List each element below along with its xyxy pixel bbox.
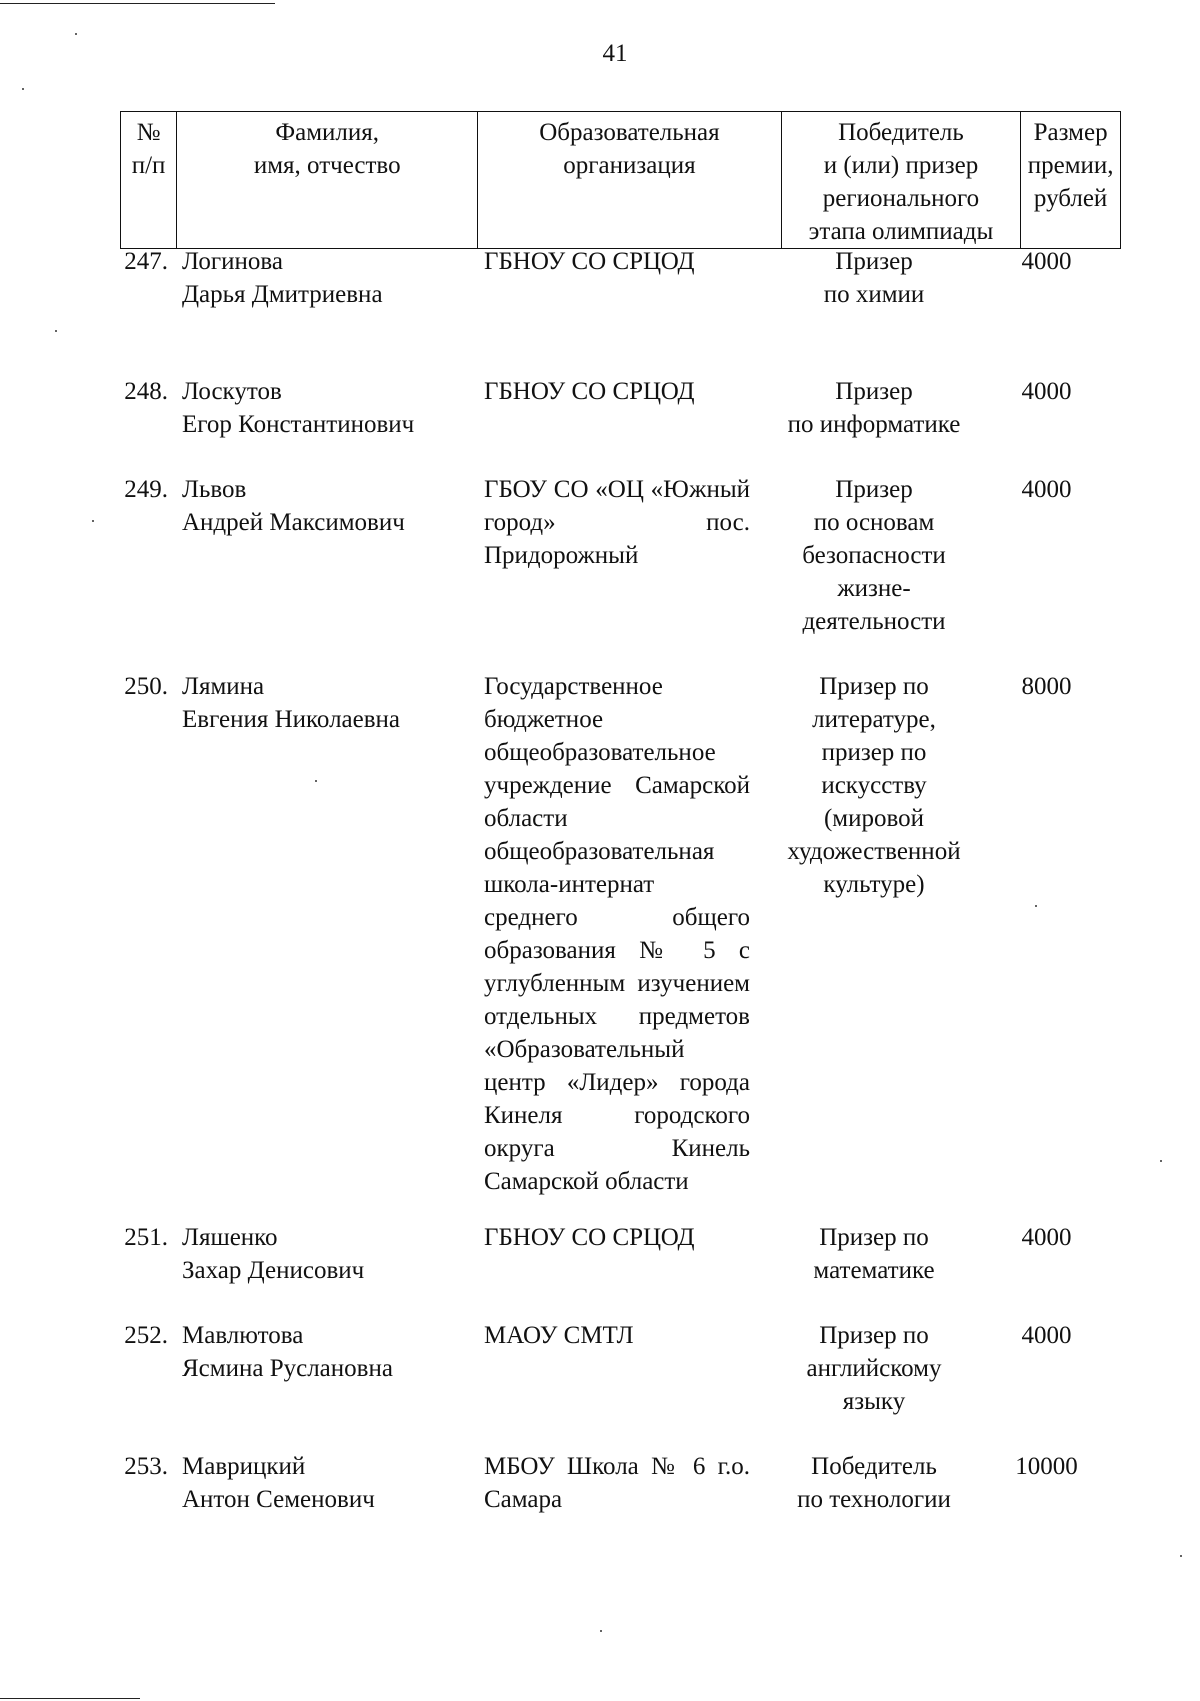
scan-artifact-top xyxy=(0,3,275,4)
student-name: Львов Андрей Максимович xyxy=(182,476,405,536)
olympiad-result: Призер по литературе, призер по искусству (мировой художественной культуре) xyxy=(787,673,961,898)
table-row xyxy=(120,1319,1121,1450)
prize-amount: 4000 xyxy=(1021,378,1072,405)
header-prize: Размер премии, рублей xyxy=(1021,112,1121,249)
prize-amount: 8000 xyxy=(1021,673,1072,700)
page-number: 41 xyxy=(602,40,628,67)
row-number: 249. xyxy=(124,476,168,503)
header-num: № п/п xyxy=(121,112,177,249)
organization: ГБНОУ СО СРЦОД xyxy=(484,1224,695,1251)
row-number: 251. xyxy=(124,1224,168,1251)
row-number: 247. xyxy=(124,248,168,275)
prize-amount: 10000 xyxy=(1015,1453,1078,1480)
table-row xyxy=(120,1221,1121,1319)
olympiad-result: Призер по математике xyxy=(813,1224,935,1284)
student-name: Мавлютова Ясмина Руслановна xyxy=(182,1322,393,1382)
row-number: 248. xyxy=(124,378,168,405)
scan-speck xyxy=(1160,1160,1162,1162)
header-name: Фамилия, имя, отчество xyxy=(177,112,478,249)
row-number: 253. xyxy=(124,1453,168,1480)
scan-speck xyxy=(22,88,24,90)
scan-speck xyxy=(315,780,317,782)
header-winner: Победитель и (или) призер регионального этапа олимпиады xyxy=(781,112,1021,249)
student-name: Маврицкий Антон Семенович xyxy=(182,1453,375,1513)
scan-speck xyxy=(1035,905,1037,907)
scan-speck xyxy=(1180,1555,1182,1557)
scan-artifact-bottom xyxy=(0,1698,140,1699)
olympiad-result: Призер по английскому языку xyxy=(806,1322,942,1415)
header-org: Образовательная организация xyxy=(478,112,781,249)
organization: ГБНОУ СО СРЦОД xyxy=(484,248,695,275)
scan-speck xyxy=(600,1630,602,1632)
organization: МАОУ СМТЛ xyxy=(484,1322,634,1349)
olympiad-result: Призер по информатике xyxy=(787,378,961,438)
olympiad-result: Призер по основам безопасности жизне- деятельности xyxy=(802,476,946,635)
scan-speck xyxy=(92,520,94,522)
organization: ГБНОУ СО СРЦОД xyxy=(484,378,695,405)
table-header xyxy=(120,111,1121,249)
table-row xyxy=(120,670,1121,1221)
prize-amount: 4000 xyxy=(1021,1322,1072,1349)
scan-speck xyxy=(75,33,77,35)
table-row xyxy=(120,1450,1121,1530)
student-name: Лоскутов Егор Константинович xyxy=(182,378,415,438)
student-name: Лямина Евгения Николаевна xyxy=(182,673,401,733)
prize-amount: 4000 xyxy=(1021,248,1072,275)
olympiad-result: Победитель по технологии xyxy=(797,1453,951,1513)
student-name: Ляшенко Захар Денисович xyxy=(182,1224,365,1284)
row-number: 250. xyxy=(124,673,168,700)
organization: ГБОУ СО «ОЦ «Южный город» пос. Придорожный xyxy=(484,476,750,569)
table-body xyxy=(120,245,1121,1530)
organization: Государственное бюджетное общеобразовательное учреждение Самарской области общеобразовательная школа-интернат среднего общего образования № 5 с углубленным изучением отдельных предметов «Образовательный центр «Лидер» города Кинеля городского округа Кинель Самарской области xyxy=(484,673,750,1195)
prize-amount: 4000 xyxy=(1021,1224,1072,1251)
prize-amount: 4000 xyxy=(1021,476,1072,503)
organization: МБОУ Школа № 6 г.о. Самара xyxy=(484,1453,750,1513)
student-name: Логинова Дарья Дмитриевна xyxy=(182,248,383,308)
olympiad-result: Призер по химии xyxy=(823,248,925,308)
scan-speck xyxy=(55,330,57,332)
table-row xyxy=(120,473,1121,670)
table-row xyxy=(120,375,1121,473)
table-row xyxy=(120,245,1121,375)
row-number: 252. xyxy=(124,1322,168,1349)
